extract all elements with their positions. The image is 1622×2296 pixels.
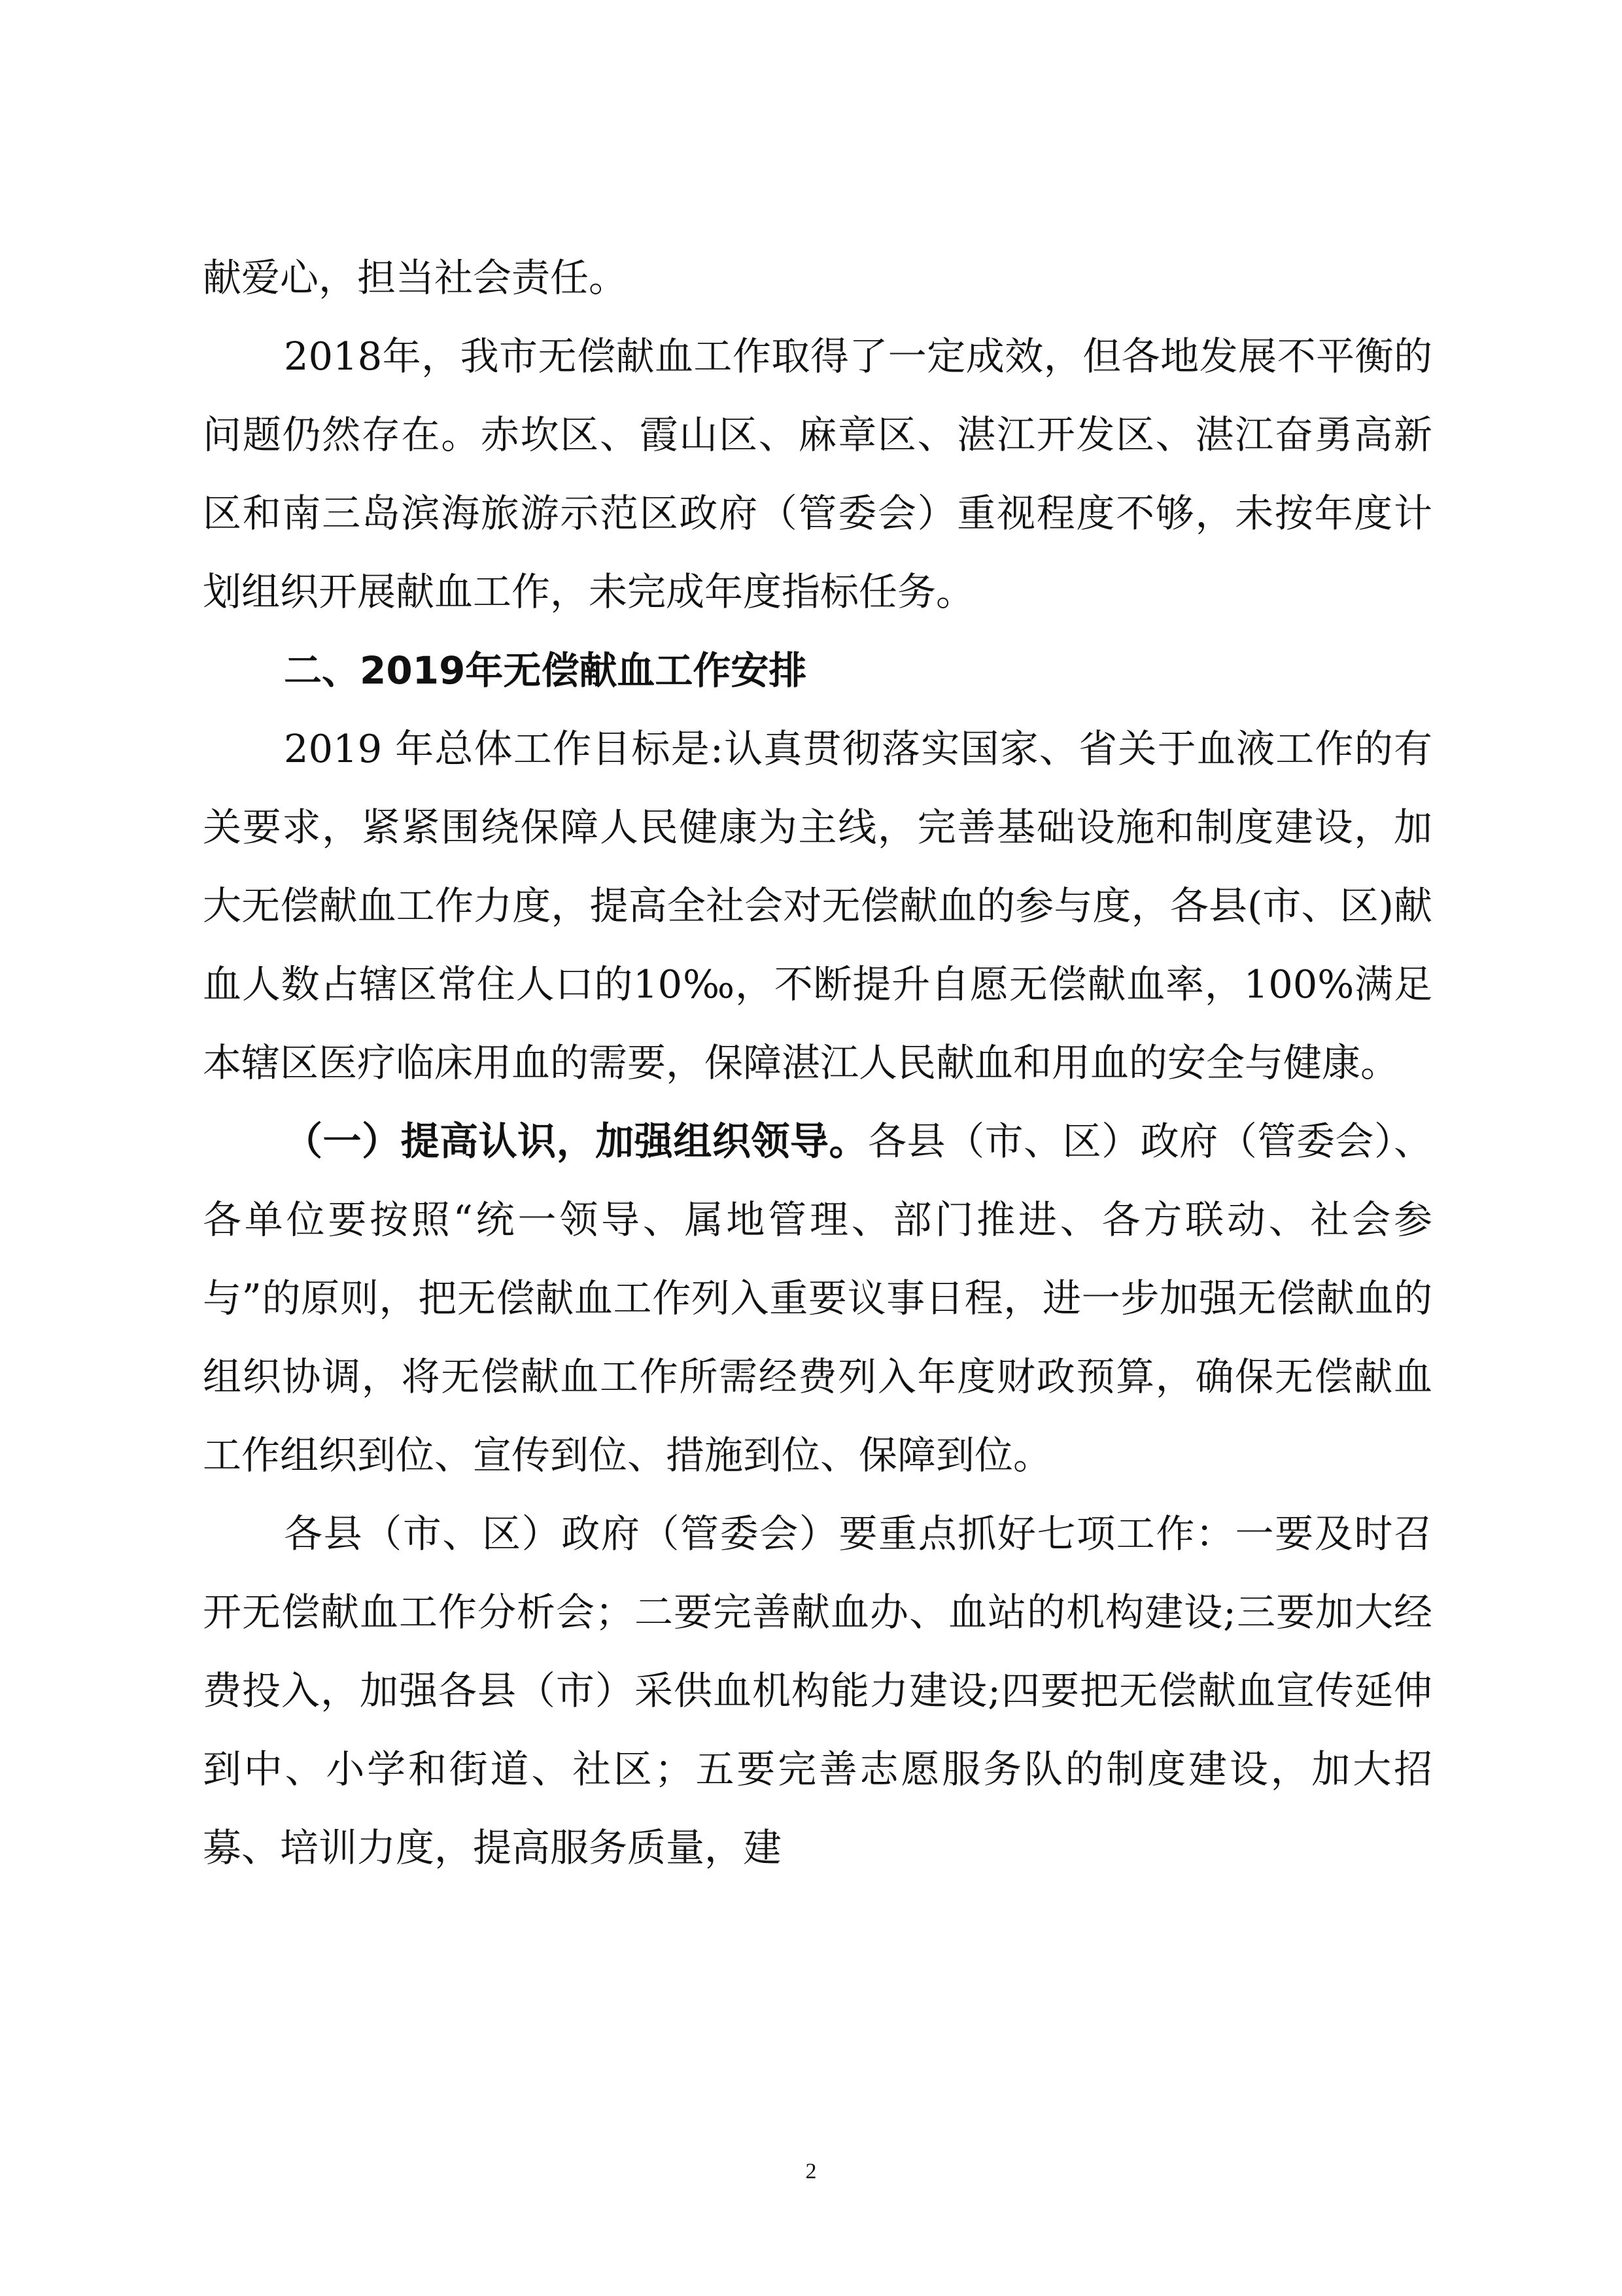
section-heading-2019-plan: 二、2019年无偿献血工作安排 (284, 648, 807, 693)
document-body (203, 239, 1432, 1887)
paragraph-2019-goals: 2019 年总体工作目标是:认真贯彻落实国家、省关于血液工作的有关要求，紧紧围绕保障人民健康为主线，完善基础设施和制度建设，加大无偿献血工作力度，提高全社会对无偿献血的参与度，各县(市、区)献血人数占辖区常住人口的10‰，不断提升自愿无偿献血率，100%满足本辖区医疗临床用血的需要，保障湛江人民献血和用血的安全与健康。 (203, 726, 1432, 1085)
paragraph-organization-body: 各县（市、区）政府（管委会）、各单位要按照“统一领导、属地管理、部门推进、各方联动、社会参与”的原则，把无偿献血工作列入重要议事日程，进一步加强无偿献血的组织协调，将无偿献血工作所需经费列入年度财政预算，确保无偿献血工作组织到位、宣传到位、措施到位、保障到位。 (203, 1119, 1432, 1478)
page-number: 2 (805, 2159, 817, 2183)
paragraph-2018-summary: 2018年，我市无偿献血工作取得了一定成效，但各地发展不平衡的问题仍然存在。赤坎区、霞山区、麻章区、湛江开发区、湛江奋勇高新区和南三岛滨海旅游示范区政府（管委会）重视程度不够，未按年度计划组织开展献血工作，未完成年度指标任务。 (203, 334, 1432, 614)
paragraph-seven-tasks: 各县（市、区）政府（管委会）要重点抓好七项工作：一要及时召开无偿献血工作分析会；二要完善献血办、血站的机构建设;三要加大经费投入，加强各县（市）采供血机构能力建设;四要把无偿献血宣传延伸到中、小学和街道、社区；五要完善志愿服务队的制度建设，加大招募、培训力度，提高服务质量，建 (203, 1511, 1432, 1870)
paragraph-organization-leadership (203, 1102, 1432, 1495)
paragraph-continuation: 献爱心，担当社会责任。 (203, 255, 628, 300)
subsection-heading-1: （一）提高认识，加强组织领导。 (284, 1119, 869, 1164)
